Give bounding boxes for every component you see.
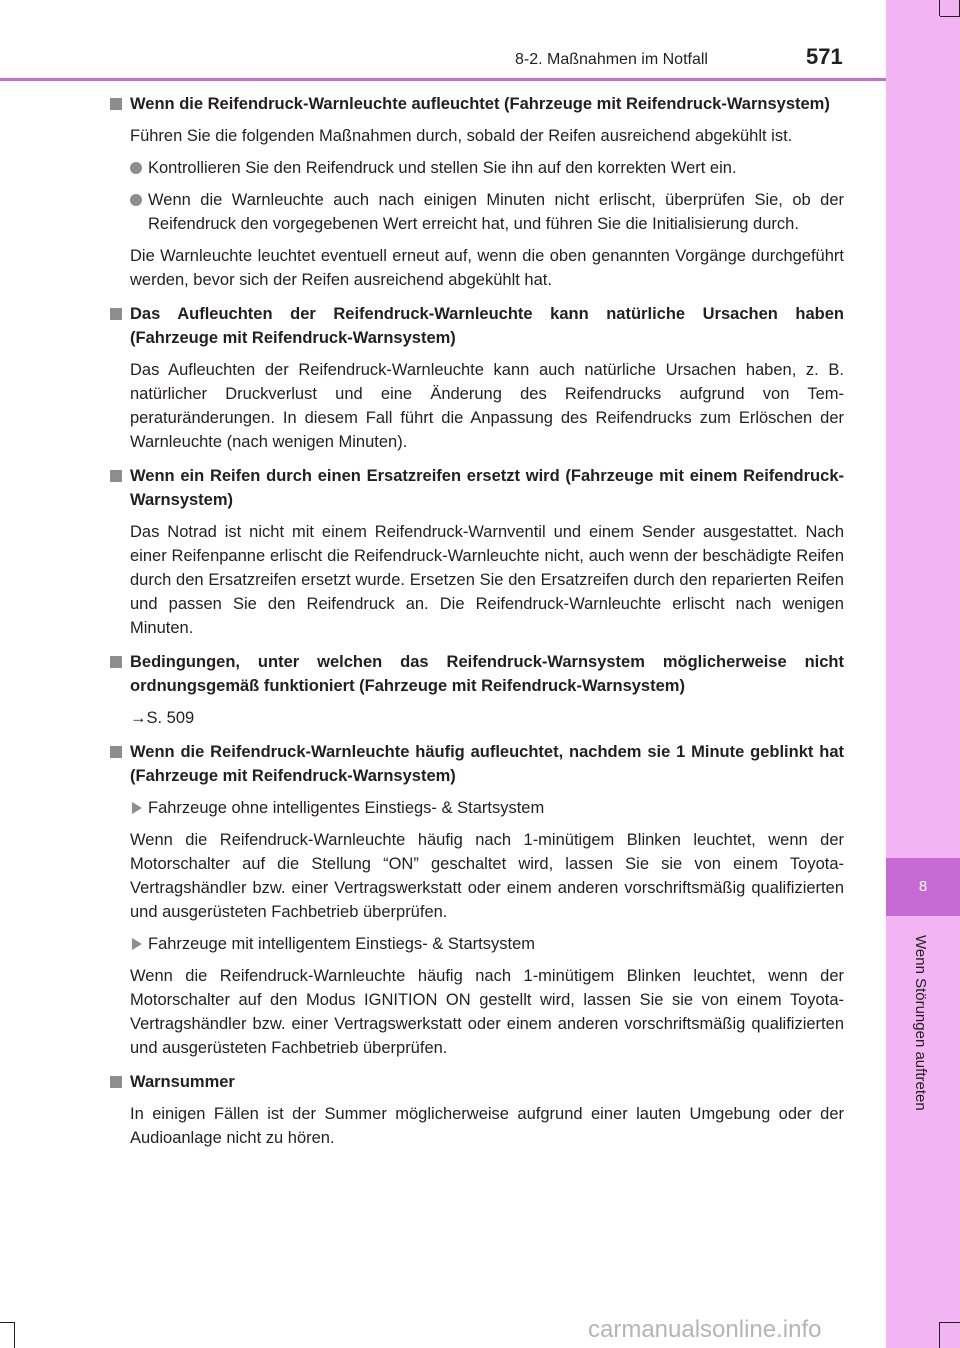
paragraph: Wenn die Reifendruck-Warnleuchte häufig nach 1-minütigem Blinken leuchtet, wenn der Motorschalter auf die Stellung “ON” geschaltet wird, lassen Sie sie von einem Toyota-Vertragshändler bzw. einer Vertragswerkstatt oder einem anderen vorschriftsmäßig qualifizierten und ausgerüsteten Fachbetrieb überprüfen. — [130, 831, 844, 921]
paragraph: Das Aufleuchten der Reifendruck-Warnleuchte kann auch natürliche Ursachen haben, z. B. natürlicher Druckverlust und eine Änderung des Reifendrucks aufgrund von Temperaturänderungen. In diesem Fall führt die Anpassung des Reifendrucks zum Erlöschen der Warnleuchte (nach wenigen Minuten). — [130, 361, 844, 451]
page-number: 571 — [806, 44, 843, 69]
paragraph: In einigen Fällen ist der Summer möglicherweise aufgrund einer lauten Umgebung oder der Audioanlage nicht zu hören. — [130, 1105, 844, 1147]
crop-mark — [939, 1322, 940, 1348]
circle-bullet-icon — [130, 194, 142, 206]
crop-mark — [940, 1322, 960, 1323]
crop-mark — [939, 0, 940, 16]
header-section-title: 8-2. Maßnahmen im Notfall — [515, 51, 708, 68]
header-rule — [0, 78, 886, 81]
square-bullet-icon — [110, 308, 122, 320]
chapter-title-vertical — [911, 935, 931, 1165]
sub-heading: Fahrzeuge ohne intelligentes Einstiegs- & Startsystem — [106, 796, 844, 820]
sub-heading: Fahrzeuge mit intelligentem Einstiegs- & Startsystem — [106, 932, 844, 956]
chapter-title: Wenn Störungen auftreten — [912, 935, 929, 1111]
section-heading: Wenn die Reifendruck-Warnleuchte aufleuchtet (Fahrzeuge mit Reifendruck-Warnsystem) — [106, 92, 844, 116]
paragraph: Die Warnleuchte leuchtet eventuell erneut auf, wenn die oben genannten Vorgänge durchgeführt werden, bevor sich der Reifen ausreichend abgekühlt hat. — [130, 247, 844, 289]
square-bullet-icon — [110, 746, 122, 758]
square-bullet-icon — [110, 98, 122, 110]
square-bullet-icon — [110, 1076, 122, 1088]
circle-bullet-icon — [130, 162, 142, 174]
crop-mark — [0, 1322, 14, 1323]
triangle-bullet-icon — [132, 802, 142, 814]
page-content — [106, 92, 844, 1150]
section-heading: Bedingungen, unter welchen das Reifendruck-Warnsystem möglicherweise nicht ordnungsgemäß funktioniert (Fahrzeuge mit Reifendruck-Warnsystem) — [106, 650, 844, 698]
chapter-number: 8 — [918, 878, 928, 895]
square-bullet-icon — [110, 656, 122, 668]
triangle-bullet-icon — [132, 938, 142, 950]
section-heading: Wenn ein Reifen durch einen Ersatzreifen ersetzt wird (Fahrzeuge mit einem Reifendruck-Warnsystem) — [106, 464, 844, 512]
square-bullet-icon — [110, 470, 122, 482]
page-reference-link[interactable]: →S. 509 — [130, 709, 195, 727]
bullet-item: Wenn die Warnleuchte auch nach einigen Minuten nicht erlischt, überprüfen Sie, ob der Reifendruck den vorgegebenen Wert erreicht hat, und führen Sie die Initialisierung durch. — [106, 188, 844, 236]
section-heading: Das Aufleuchten der Reifendruck-Warnleuchte kann natürliche Ursachen haben (Fahrzeuge mit Reifendruck-Warnsystem) — [106, 302, 844, 350]
section-heading: Wenn die Reifendruck-Warnleuchte häufig aufleuchtet, nachdem sie 1 Minute geblinkt hat (Fahrzeuge mit Reifendruck-Warnsystem) — [106, 740, 844, 788]
bullet-item: Kontrollieren Sie den Reifendruck und stellen Sie ihn auf den korrekten Wert ein. — [106, 156, 844, 180]
paragraph: Das Notrad ist nicht mit einem Reifendruck-Warnventil und einem Sender ausgestattet. Nach einer Reifenpanne erlischt die Reifendruck-Warnleuchte nicht, auch wenn der beschädigte Reifen durch den Ersatzreifen ersetzt wurde. Ersetzen Sie den Ersatzreifen durch den reparierten Reifen und passen Sie den Reifendruck an. Die Reifendruck-Warnleuchte erlischt nach wenigen Minuten. — [130, 523, 844, 637]
watermark: carmanualsonline.info — [588, 1316, 822, 1343]
crop-mark — [940, 16, 960, 17]
section-heading: Warnsummer — [106, 1070, 844, 1094]
paragraph: Führen Sie die folgenden Maßnahmen durch, sobald der Reifen ausreichend abgekühlt ist. — [130, 127, 793, 145]
paragraph: Wenn die Reifendruck-Warnleuchte häufig nach 1-minütigem Blinken leuchtet, wenn der Motorschalter auf den Modus IGNITION ON gestellt wird, lassen Sie sie von einem Toyota-Vertragshändler bzw. einer Vertragswerkstatt oder einem anderen vorschriftsmäßig qualifizierten und ausgerüsteten Fachbetrieb überprüfen. — [130, 967, 844, 1057]
crop-mark — [14, 1322, 15, 1348]
